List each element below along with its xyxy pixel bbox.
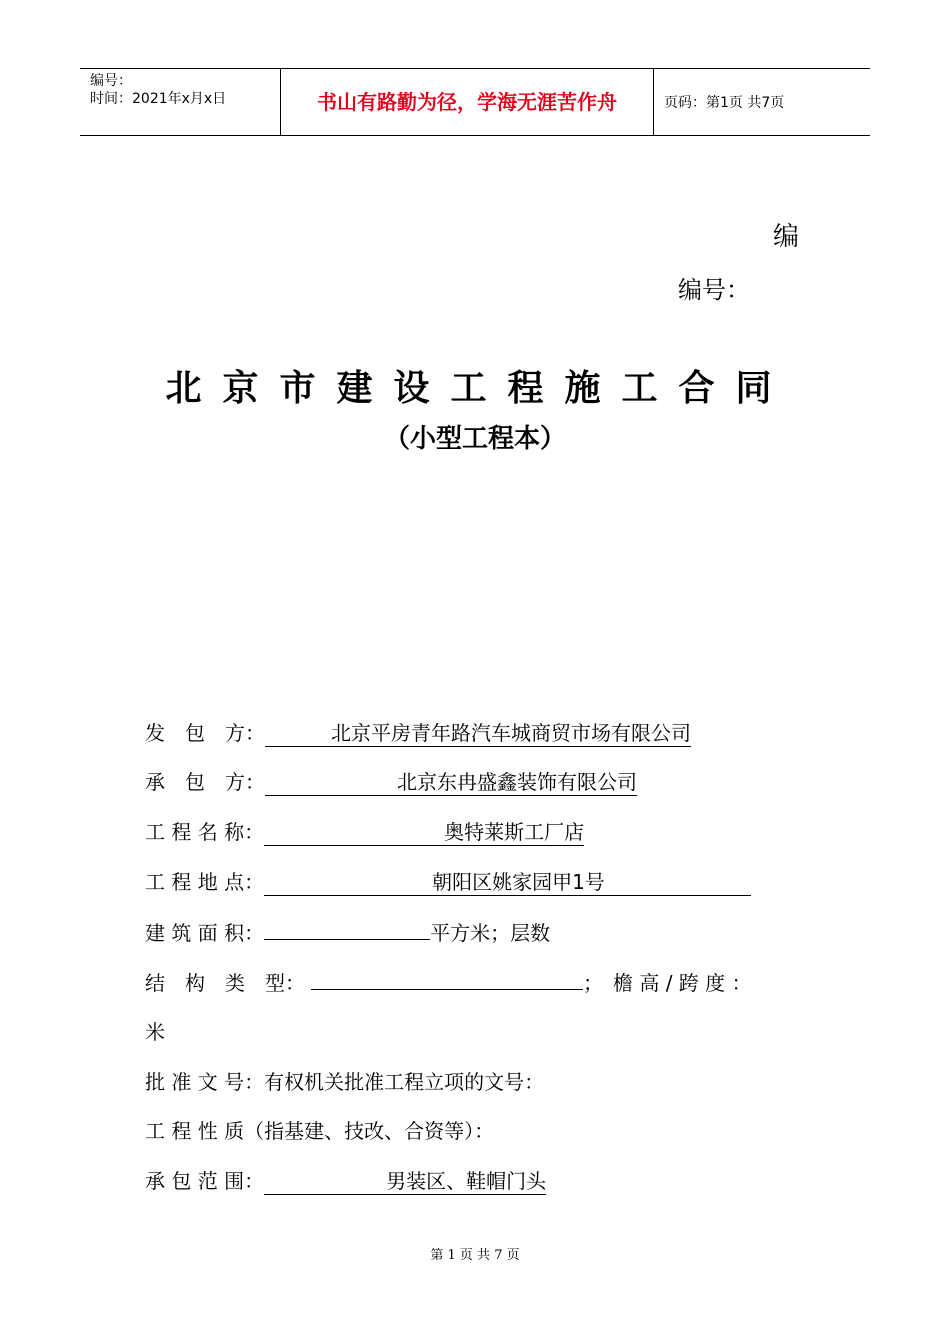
page-header xyxy=(80,68,870,136)
document-subtitle: （小型工程本） xyxy=(383,424,566,454)
field-area-blank xyxy=(264,917,430,940)
field-location xyxy=(145,867,751,897)
header-number-label: 编号： xyxy=(90,73,132,89)
field-structure-after: ； 檐 高 / 跨 度 ： xyxy=(583,971,752,995)
field-project-name xyxy=(145,817,584,847)
field-project-name-value: 奥特莱斯工厂店 xyxy=(264,819,584,846)
field-employer-label: 发 包 方： xyxy=(145,721,265,745)
field-location-label: 工 程 地 点： xyxy=(145,870,265,894)
field-scope-label: 承 包 范 围： xyxy=(145,1169,265,1193)
field-area-label: 建 筑 面 积： xyxy=(145,921,265,945)
field-contractor xyxy=(145,767,637,797)
field-contractor-value: 北京东冉盛鑫装饰有限公司 xyxy=(265,769,637,796)
field-approval-label: 批 准 文 号：有权机关批准工程立项的文号： xyxy=(145,1070,545,1094)
doc-number-top-char: 编 xyxy=(773,222,800,252)
field-area-after: 平方米；层数 xyxy=(430,921,551,945)
field-structure-unit xyxy=(145,1017,165,1047)
field-nature-label: 工 程 性 质（指基建、技改、合资等）： xyxy=(145,1119,495,1143)
field-employer xyxy=(145,718,691,748)
page-footer: 第 1 页 共 7 页 xyxy=(430,1248,520,1263)
field-nature xyxy=(145,1116,494,1146)
field-employer-value: 北京平房青年路汽车城商贸市场有限公司 xyxy=(265,720,691,747)
field-scope-value: 男装区、鞋帽门头 xyxy=(264,1168,546,1195)
field-structure-blank xyxy=(311,967,583,990)
field-structure-label: 结 构 类 型： xyxy=(145,971,305,995)
field-scope xyxy=(145,1166,546,1196)
document-title: 北京市建设工程施工合同 xyxy=(165,368,793,409)
field-project-name-label: 工 程 名 称： xyxy=(145,820,265,844)
header-time-label: 时间：2021年x月x日 xyxy=(90,91,227,107)
field-structure xyxy=(145,967,752,997)
header-motto: 书山有路勤为径，学海无涯苦作舟 xyxy=(281,69,654,135)
field-approval xyxy=(145,1067,544,1097)
header-page-info: 页码：第1页 共7页 xyxy=(664,95,785,111)
field-structure-unit-text: 米 xyxy=(145,1020,165,1044)
field-location-value: 朝阳区姚家园甲1号 xyxy=(264,869,751,896)
field-area xyxy=(145,917,550,947)
header-meta xyxy=(80,69,281,135)
field-contractor-label: 承 包 方： xyxy=(145,770,265,794)
doc-number-label: 编号： xyxy=(678,276,750,304)
